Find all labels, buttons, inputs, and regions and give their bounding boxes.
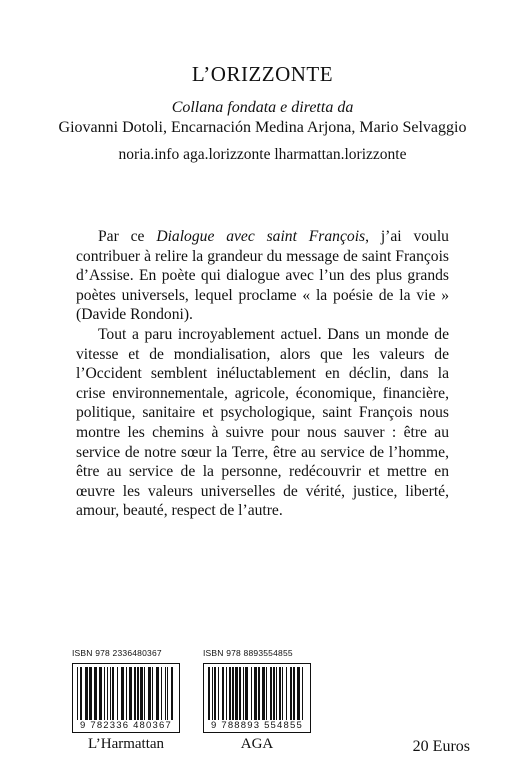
series-title: L’ORIZZONTE	[191, 62, 334, 86]
barcode-bars	[77, 667, 175, 721]
series-websites: noria.info aga.lorizzonte lharmattan.lorizzonte	[118, 146, 407, 163]
paragraph-2: Tout a paru incroyablement actuel. Dans un monde de vitesse et de mondialisation, alors que les valeurs de l’Occident semblent inéluctablement en déclin, dans la crise environnementale, agricole, économique, financière, politique, sanitaire et psychologique, saint François nous montre les chemins à suivre pour nous sauver : être au service de notre sœur la Terre, être au service de l’homme, être au service de la personne, redécouvrir et mettre en œuvre les valeurs universelles de vérité, justice, liberté, amour, beauté, respect de l’autre.	[76, 325, 449, 520]
barcode-block-harmattan	[72, 648, 180, 753]
barcode	[203, 663, 311, 733]
isbn-label: ISBN 978 2336480367	[72, 648, 162, 658]
p1-rest: , j’ai voulu contribuer à relire la grandeur du message de saint François d’Assise. En poète qui dialogue avec l’un des plus grands poètes universels, lequel proclame « la poésie de la vie » (Davide Rondoni).	[76, 228, 449, 324]
publisher-name: AGA	[240, 736, 274, 752]
barcode	[72, 663, 180, 733]
back-cover-text	[76, 227, 449, 521]
series-subtitle: Collana fondata e diretta da	[171, 99, 354, 116]
barcode-digits: 9 788893 554855	[206, 720, 308, 731]
p1-lead: Par ce	[98, 228, 157, 245]
book-title: Dialogue avec saint François	[156, 228, 366, 245]
barcode-digits: 9 782336 480367	[75, 720, 177, 731]
isbn-label: ISBN 978 8893554855	[203, 648, 293, 658]
price: 20 Euros	[412, 738, 470, 755]
barcode-bars	[208, 667, 306, 721]
publisher-name: L’Harmattan	[87, 736, 165, 752]
paragraph-1	[76, 227, 449, 325]
series-directors: Giovanni Dotoli, Encarnación Medina Arjona, Mario Selvaggio	[58, 119, 467, 136]
barcode-block-aga	[203, 648, 311, 753]
